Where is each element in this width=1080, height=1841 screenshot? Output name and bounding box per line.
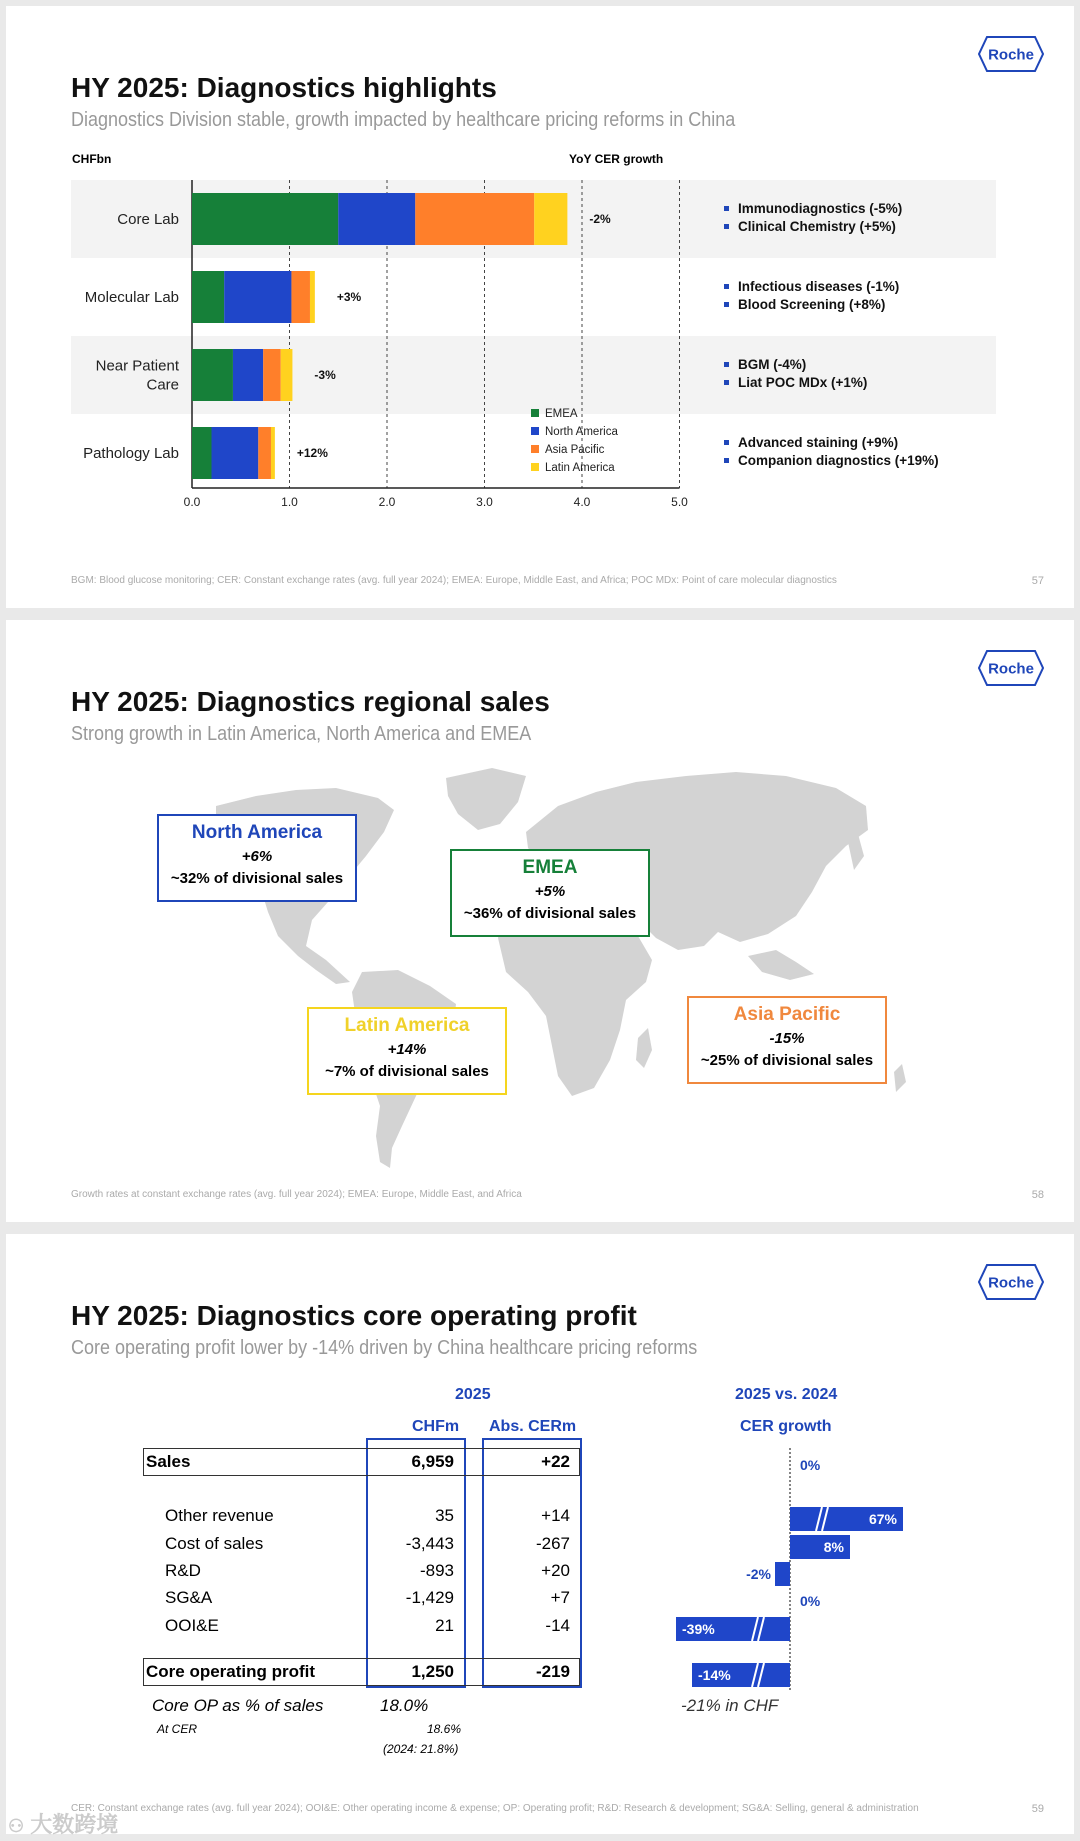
- highlight-item: Blood Screening (+8%): [738, 297, 886, 312]
- region-name: Asia Pacific: [733, 1004, 841, 1025]
- category-label: Near Patient: [95, 357, 179, 375]
- legend-label: Asia Pacific: [545, 444, 605, 456]
- row-abs: +14: [541, 1506, 570, 1525]
- page-number: 57: [1031, 575, 1044, 587]
- bar-segment: [192, 271, 224, 323]
- watermark-text: 大数跨境: [30, 1812, 119, 1837]
- at-cer-value: 18.6%: [427, 1722, 462, 1736]
- row-abs: -219: [535, 1662, 570, 1681]
- x-tick-label: 5.0: [671, 495, 688, 509]
- highlight-item: Infectious diseases (-1%): [738, 279, 900, 294]
- watermark: [8, 1808, 118, 1839]
- growth-label: -2%: [589, 212, 611, 226]
- logo-text: Roche: [988, 1274, 1034, 1292]
- growth-value: -2%: [746, 1566, 771, 1582]
- year-header: 2025: [455, 1386, 491, 1403]
- slide-core-operating-profit: [6, 1234, 1074, 1834]
- category-label: Care: [146, 376, 179, 394]
- bullet-icon: [724, 284, 729, 289]
- row-abs: -14: [545, 1616, 570, 1635]
- legend-swatch: [531, 427, 539, 435]
- footnote: Growth rates at constant exchange rates (avg. full year 2024); EMEA: Europe, Middle East, and Africa: [71, 1189, 522, 1200]
- x-tick-label: 4.0: [573, 495, 591, 509]
- page-title: HY 2025: Diagnostics highlights: [71, 72, 497, 103]
- row-abs: +22: [541, 1452, 570, 1471]
- legend-swatch: [531, 445, 539, 453]
- region-share: ~36% of divisional sales: [463, 905, 637, 922]
- bullet-icon: [724, 362, 729, 367]
- growth-value: 8%: [823, 1539, 844, 1555]
- bar-segment: [224, 271, 291, 323]
- unit-label: CHFbn: [72, 152, 112, 166]
- page-number: 58: [1031, 1189, 1044, 1201]
- op-margin-value: 18.0%: [380, 1696, 429, 1715]
- logo-text: Roche: [988, 660, 1034, 678]
- row-abs: +20: [541, 1561, 570, 1580]
- region-share: ~25% of divisional sales: [700, 1052, 874, 1069]
- bar-segment: [192, 193, 338, 245]
- growth-value: 67%: [868, 1511, 897, 1527]
- growth-value: -14%: [698, 1667, 731, 1683]
- growth-value: 0%: [800, 1593, 821, 1609]
- bar-segment: [534, 193, 567, 245]
- bar-segment: [192, 349, 233, 401]
- row-label: Other revenue: [165, 1506, 274, 1525]
- highlight-item: Advanced staining (+9%): [738, 435, 899, 450]
- page-number: 59: [1031, 1803, 1044, 1815]
- row-label: Cost of sales: [165, 1534, 264, 1553]
- bullet-icon: [724, 380, 729, 385]
- legend-label: EMEA: [545, 408, 578, 420]
- bullet-icon: [724, 206, 729, 211]
- bar-segment: [233, 349, 263, 401]
- prior-year-margin: (2024: 21.8%): [383, 1742, 459, 1756]
- region-card-emea: [450, 849, 650, 937]
- greenland-shape: [446, 768, 526, 830]
- cer-growth-chart: [6, 1234, 1074, 1834]
- watermark-logo-icon: ⚇: [8, 1816, 25, 1836]
- growth-header: CER growth: [740, 1418, 832, 1435]
- footnote: BGM: Blood glucose monitoring; CER: Constant exchange rates (avg. full year 2024); EMEA: Europe, Middle East, and Africa; POC MDx: Point of care molecular diagnostics: [71, 575, 837, 586]
- region-card-north-america: [157, 814, 357, 902]
- at-cer-label: At CER: [157, 1722, 198, 1736]
- x-tick-label: 1.0: [281, 495, 298, 509]
- roche-logo: [978, 36, 1044, 72]
- row-label: Sales: [146, 1452, 191, 1471]
- bullet-icon: [724, 440, 729, 445]
- legend-swatch: [531, 463, 539, 471]
- highlight-item: Clinical Chemistry (+5%): [738, 219, 896, 234]
- growth-label: +12%: [296, 446, 328, 460]
- highlight-item: BGM (-4%): [738, 357, 807, 372]
- x-tick-label: 2.0: [378, 495, 396, 509]
- page-subtitle: Core operating profit lower by -14% driven by China healthcare pricing reforms: [71, 1337, 698, 1359]
- row-chf: 6,959: [411, 1452, 454, 1471]
- compare-header: 2025 vs. 2024: [735, 1386, 838, 1403]
- row-abs: -267: [535, 1534, 570, 1553]
- page-subtitle: Strong growth in Latin America, North America and EMEA: [71, 723, 532, 745]
- sales-bar-chart: [6, 146, 1074, 586]
- bar-segment: [192, 427, 212, 479]
- bar-segment: [212, 427, 259, 479]
- bar-segment: [281, 349, 293, 401]
- bar-segment: [258, 427, 271, 479]
- bar-segment: [263, 349, 281, 401]
- region-growth: +5%: [534, 883, 566, 900]
- col-abs-header: Abs. CERm: [489, 1418, 577, 1435]
- category-label: Core Lab: [117, 211, 179, 228]
- logo-text: Roche: [988, 46, 1034, 64]
- region-share: ~7% of divisional sales: [325, 1063, 489, 1080]
- region-card-latin-america: [307, 1007, 507, 1095]
- row-label: OOI&E: [165, 1616, 219, 1635]
- legend-label: North America: [545, 426, 618, 438]
- bullet-icon: [724, 224, 729, 229]
- row-label: R&D: [165, 1561, 201, 1580]
- row-chf: -893: [419, 1561, 454, 1580]
- highlight-item: Liat POC MDx (+1%): [738, 375, 868, 390]
- slide-regional-sales: [6, 620, 1074, 1222]
- row-label: Core operating profit: [146, 1662, 316, 1681]
- row-chf: 35: [435, 1506, 454, 1525]
- region-name: North America: [191, 822, 323, 843]
- col-chf-header: CHFm: [412, 1418, 460, 1435]
- op-margin-label: Core OP as % of sales: [152, 1696, 324, 1715]
- page-title: HY 2025: Diagnostics core operating profit: [71, 1300, 637, 1331]
- region-card-asia-pacific: [687, 996, 887, 1084]
- chf-growth-note: -21% in CHF: [681, 1696, 779, 1715]
- bar-segment: [310, 271, 315, 323]
- row-chf: 21: [435, 1616, 454, 1635]
- growth-value: 0%: [800, 1457, 821, 1473]
- page-title: HY 2025: Diagnostics regional sales: [71, 686, 550, 717]
- bar-segment: [415, 193, 534, 245]
- slide-diagnostics-highlights: [6, 6, 1074, 608]
- growth-bar: [775, 1562, 790, 1586]
- legend-label: Latin America: [545, 462, 615, 474]
- region-share: ~32% of divisional sales: [170, 870, 344, 887]
- region-growth: +6%: [241, 848, 273, 865]
- growth-label: +3%: [336, 290, 362, 304]
- page-subtitle: Diagnostics Division stable, growth impacted by healthcare pricing reforms in China: [71, 109, 736, 131]
- x-tick-label: 0.0: [183, 495, 201, 509]
- bar-segment: [271, 427, 275, 479]
- x-tick-label: 3.0: [476, 495, 493, 509]
- highlight-item: Immunodiagnostics (-5%): [738, 201, 903, 216]
- region-growth: -15%: [769, 1030, 805, 1047]
- region-growth: +14%: [387, 1041, 427, 1058]
- bullet-icon: [724, 458, 729, 463]
- region-name: Latin America: [344, 1015, 470, 1036]
- bar-segment: [338, 193, 415, 245]
- category-label: Molecular Lab: [84, 289, 179, 306]
- region-name: EMEA: [522, 857, 578, 878]
- bullet-icon: [724, 302, 729, 307]
- row-chf: -1,429: [405, 1588, 454, 1607]
- row-label: SG&A: [165, 1588, 213, 1607]
- footnote: CER: Constant exchange rates (avg. full year 2024); OOI&E: Other operating income & expense; OP: Operating profit; R&D: Research & development; SG&A: Selling, general & administration: [71, 1803, 919, 1814]
- growth-label: -3%: [314, 368, 336, 382]
- legend-swatch: [531, 409, 539, 417]
- row-abs: +7: [550, 1588, 570, 1607]
- highlight-item: Companion diagnostics (+19%): [738, 453, 939, 468]
- category-label: Pathology Lab: [83, 445, 179, 462]
- growth-value: -39%: [682, 1621, 715, 1637]
- row-chf: -3,443: [405, 1534, 454, 1553]
- row-chf: 1,250: [411, 1662, 454, 1681]
- growth-header: YoY CER growth: [569, 152, 664, 166]
- bar-segment: [291, 271, 310, 323]
